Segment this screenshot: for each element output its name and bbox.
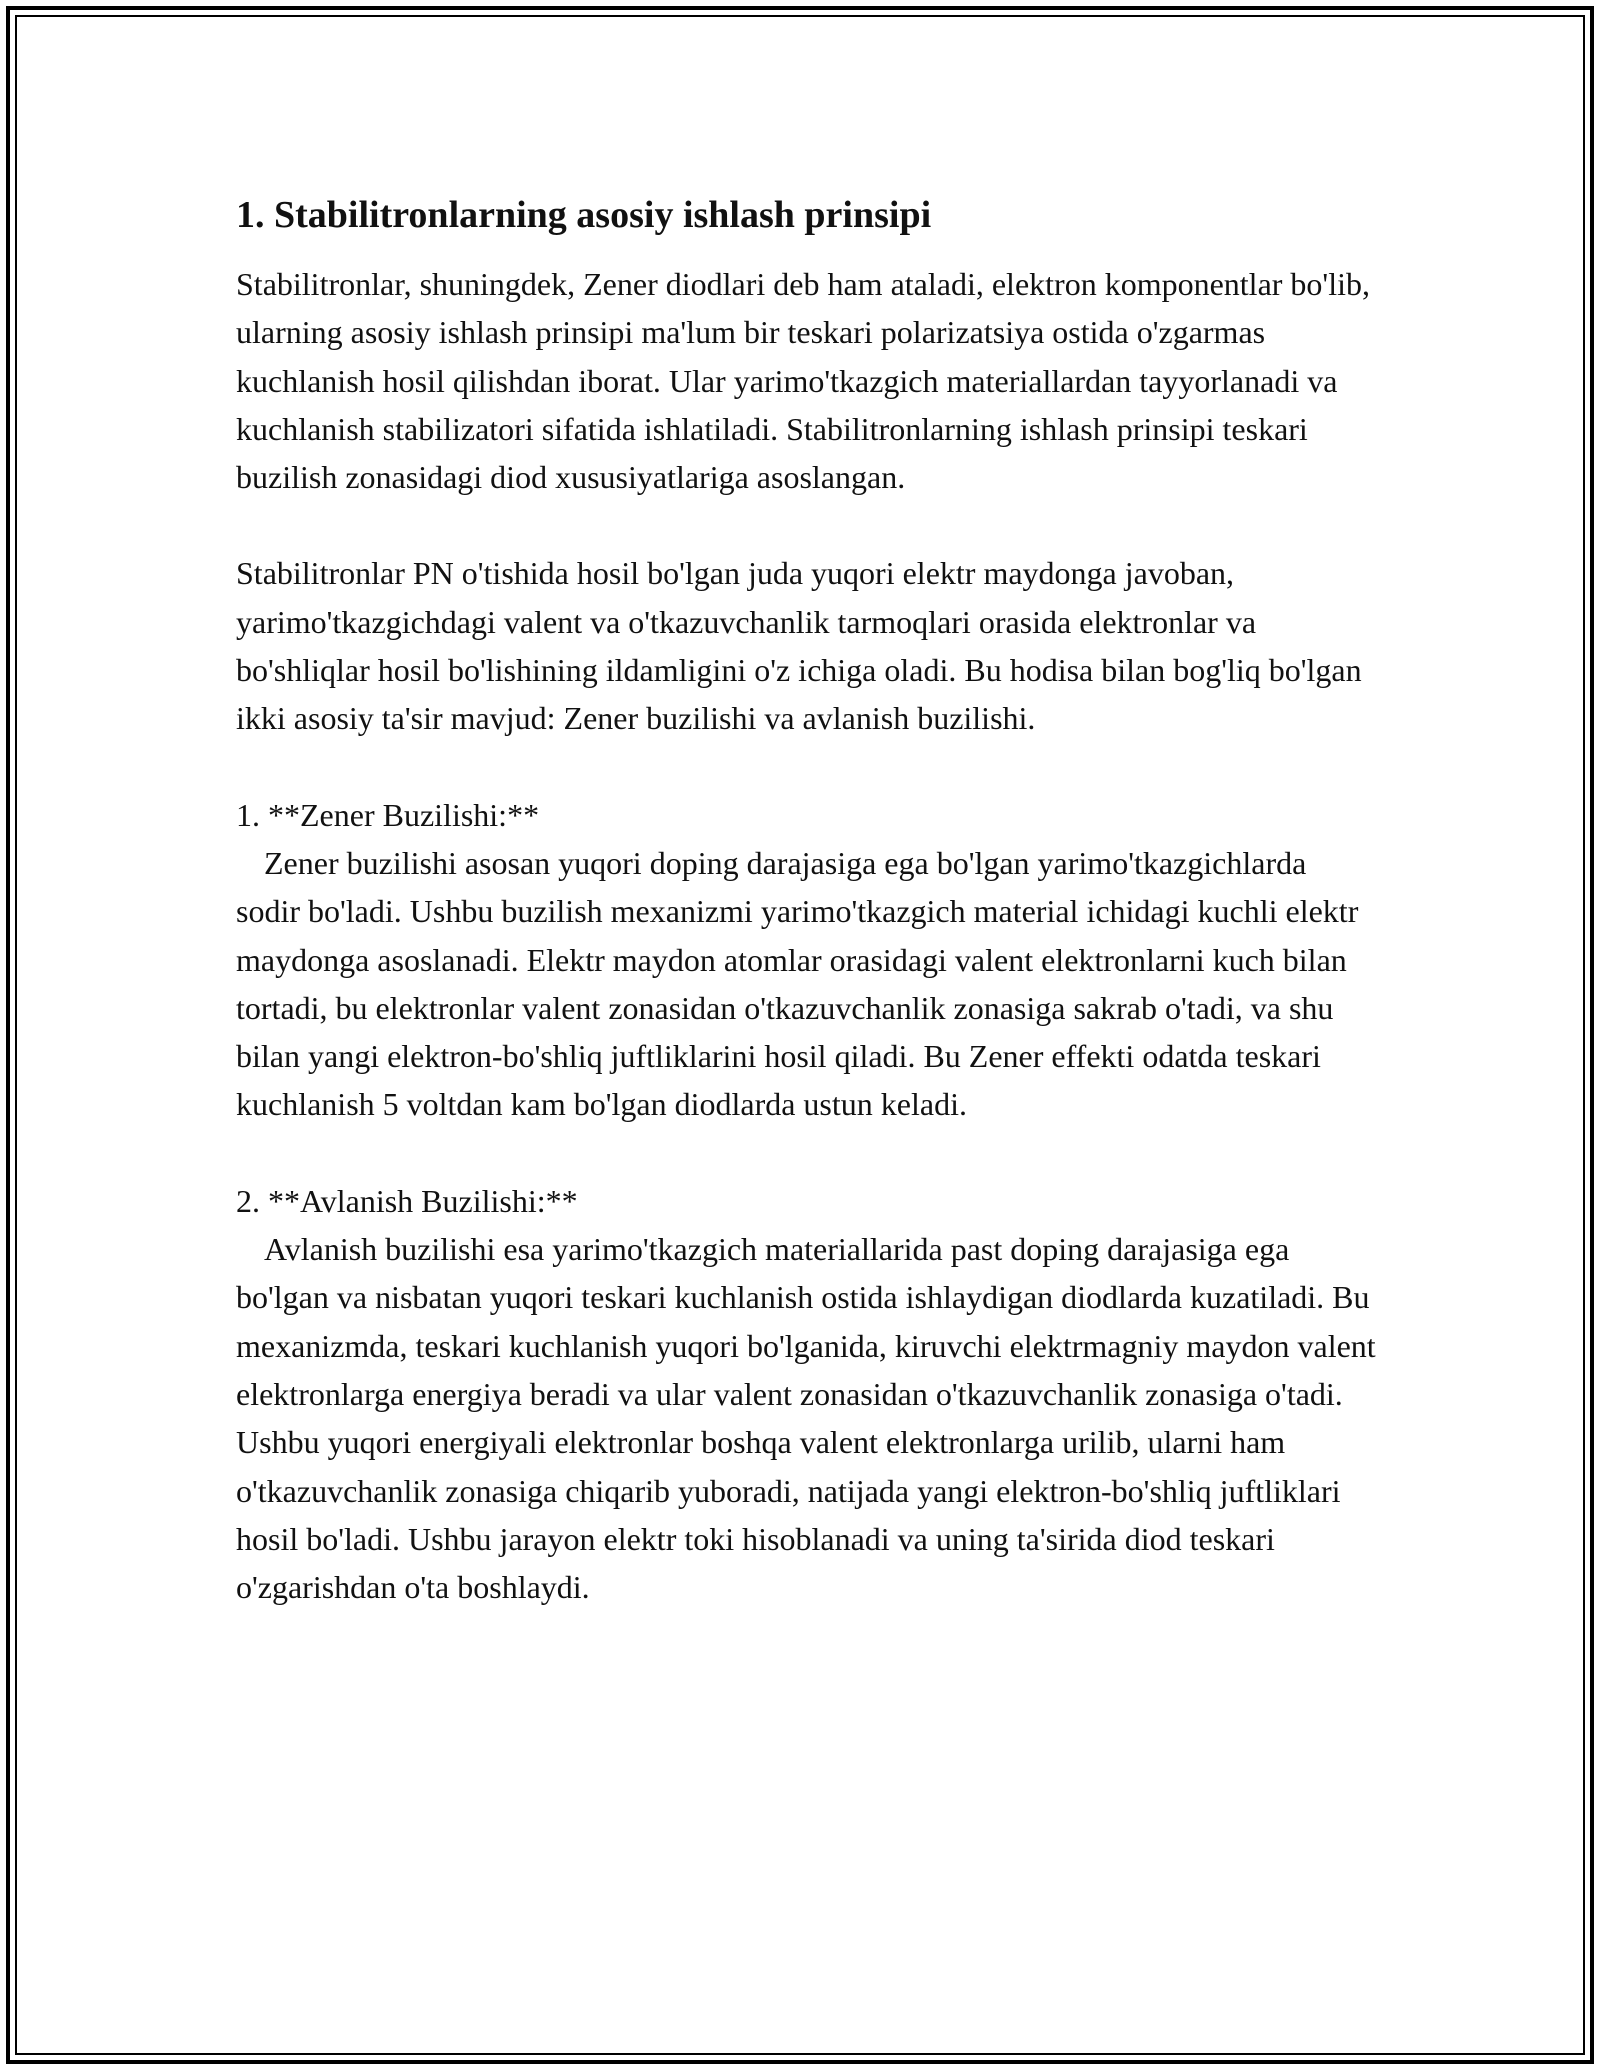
list-item-avalanche (236, 1177, 1376, 1612)
list-item-body: Zener buzilishi asosan yuqori doping darajasiga ega bo'lgan yarimo'tkazgichlarda sodir bo'ladi. Ushbu buzilish mexanizmi yarimo'tkazgich material ichidagi kuchli elektr maydonga asoslanadi. Elektr maydon atomlar orasidagi valent elektronlarni kuch bilan tortadi, bu elektronlar valent zonasidan o'tkazuvchanlik zonasiga sakrab o'tadi, va shu bilan yangi elektron-bo'shliq juftliklarini hosil qiladi. Bu Zener effekti odatda teskari kuchlanish 5 voltdan kam bo'lgan diodlarda ustun keladi. (236, 844, 1359, 1123)
section-heading: 1. Stabilitronlarning asosiy ishlash prinsipi (236, 194, 932, 236)
list-item-zener (236, 791, 1376, 1129)
paragraph-mechanism: Stabilitronlar PN o'tishida hosil bo'lgan juda yuqori elektr maydonga javoban, yarimo'tkazgichdagi valent va o'tkazuvchanlik tarmoqlari orasida elektronlar va bo'shliqlar hosil bo'lishining ildamligini o'z ichiga oladi. Bu hodisa bilan bog'liq bo'lgan ikki asosiy ta'sir mavjud: Zener buzilishi va avlanish buzilishi. (236, 555, 1362, 737)
list-item-body: Avlanish buzilishi esa yarimo'tkazgich materiallarida past doping darajasiga ega bo'lgan va nisbatan yuqori teskari kuchlanish ostida ishlaydigan diodlarda kuzatiladi. Bu mexanizmda, teskari kuchlanish yuqori bo'lganida, kiruvchi elektrmagniy maydon valent elektronlarga energiya beradi va ular valent zonasidan o'tkazuvchanlik zonasiga o'tadi. Ushbu yuqori energiyali elektronlar boshqa valent elektronlarga urilib, ularni ham o'tkazuvchanlik zonasiga chiqarib yuboradi, natijada yangi elektron-bo'shliq juftliklari hosil bo'ladi. Ushbu jarayon elektr toki hisoblanadi va uning ta'sirida diod teskari o'zgarishdan o'ta boshlaydi. (236, 1231, 1376, 1606)
list-item-heading: 2. **Avlanish Buzilishi:** (236, 1182, 578, 1219)
paragraph-intro: Stabilitronlar, shuningdek, Zener diodlari deb ham ataladi, elektron komponentlar bo'lib, ularning asosiy ishlash prinsipi ma'lum bir teskari polarizatsiya ostida o'zgarmas kuchlanish hosil qilishdan iborat. Ular yarimo'tkazgich materiallardan tayyorlanadi va kuchlanish stabilizatori sifatida ishlatiladi. Stabilitronlarning ishlash prinsipi teskari buzilish zonasidagi diod xususiyatlariga asoslangan. (236, 266, 1370, 496)
document-content (236, 186, 1376, 1659)
list-item-heading: 1. **Zener Buzilishi:** (236, 796, 540, 833)
